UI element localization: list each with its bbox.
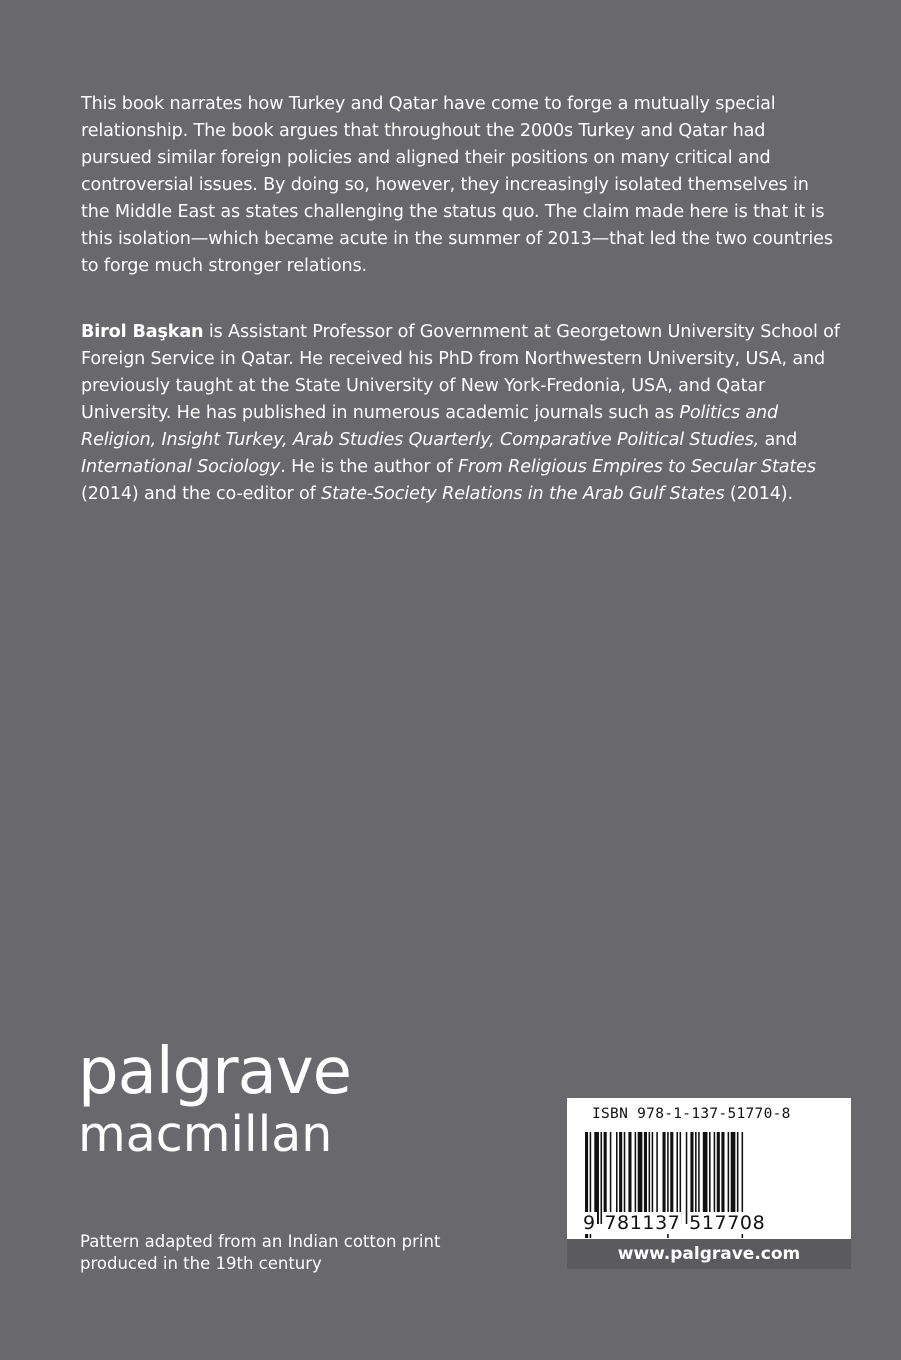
barcode-bar xyxy=(594,1132,599,1224)
pattern-credit: Pattern adapted from an Indian cotton print produced in the 19th century xyxy=(80,1232,441,1273)
isbn-digits-group2: 517708 xyxy=(689,1212,766,1234)
barcode-bar xyxy=(728,1132,730,1224)
bio-text-5: (2014). xyxy=(724,484,793,504)
barcode-bar xyxy=(604,1132,607,1224)
barcode-bar xyxy=(656,1132,658,1224)
book-blurb: This book narrates how Turkey and Qatar have come to forge a mutually special relationship. The book argues that throughout the 2000s Turkey and Qatar had pursued similar foreign policies and aligned their positions on many critical and controversial issues. By doing so, however, they increasingly isolated themselves in the Middle East as states challenging the status quo. The claim made here is that it is this isolation—which became acute in the summer of 2013—that led the two countries to forge much stronger relations. xyxy=(81,94,833,276)
barcode-bar xyxy=(721,1132,724,1224)
barcode-bar xyxy=(649,1132,651,1224)
bio-text-2: and xyxy=(759,430,798,450)
bio-journals: Politics and Religion, Insight Turkey, Arab Studies Quarterly, Comparative Political Studies, xyxy=(81,403,779,450)
barcode-bar xyxy=(686,1132,688,1224)
barcode-bar xyxy=(695,1132,697,1224)
barcode-bar xyxy=(610,1132,612,1224)
barcode-bar xyxy=(670,1132,673,1224)
publisher-logo-line2: macmillan xyxy=(78,1106,333,1163)
barcode-bar xyxy=(635,1132,637,1224)
barcode-bar xyxy=(601,1132,603,1224)
barcode-bar xyxy=(698,1132,700,1224)
barcode-bar xyxy=(628,1132,631,1224)
isbn-label: ISBN 978-1-137-51770-8 xyxy=(592,1106,791,1122)
bio-text-4: (2014) and the co-editor of xyxy=(81,484,322,504)
barcode-bar xyxy=(731,1132,736,1224)
barcode-bar xyxy=(737,1132,739,1224)
barcode-bar xyxy=(619,1132,622,1224)
isbn-digit-first: 9 xyxy=(583,1212,596,1234)
barcode-bar xyxy=(717,1132,720,1224)
author-name: Birol Başkan xyxy=(81,322,204,342)
bio-book-1: From Religious Empires to Secular States xyxy=(458,457,816,477)
isbn-digits xyxy=(582,1212,766,1234)
bio-text-1: is Assistant Professor of Government at Georgetown University School of Foreign Service in Qatar. He received his PhD from Northwestern University, USA, and previously taught at the State University of New York-Fredonia, USA, and Qatar University. He has published in numerous academic journals such as xyxy=(81,322,840,423)
barcode-bar xyxy=(714,1132,716,1224)
barcode-bar xyxy=(638,1132,643,1224)
barcode-bar xyxy=(652,1132,654,1224)
bio-journal-last: International Sociology xyxy=(81,457,281,477)
barcode-bar xyxy=(690,1132,693,1224)
barcode-bar xyxy=(624,1132,626,1224)
isbn-digits-group1: 781137 xyxy=(604,1212,681,1234)
bio-text-3: . He is the author of xyxy=(280,457,459,477)
bio-book-2: State-Society Relations in the Arab Gulf States xyxy=(321,484,725,504)
barcode-panel xyxy=(567,1098,851,1269)
publisher-logo xyxy=(78,1035,352,1163)
barcode-bar xyxy=(676,1132,678,1224)
barcode-bar xyxy=(703,1132,708,1224)
barcode-bar xyxy=(663,1132,666,1224)
author-bio xyxy=(81,319,841,508)
publisher-logo-line1: palgrave xyxy=(78,1035,352,1109)
barcode-bar xyxy=(680,1132,682,1224)
barcode-bar xyxy=(644,1132,647,1224)
publisher-url[interactable]: www.palgrave.com xyxy=(567,1239,851,1269)
barcode-bar xyxy=(709,1132,711,1224)
barcode-bar xyxy=(616,1132,618,1224)
